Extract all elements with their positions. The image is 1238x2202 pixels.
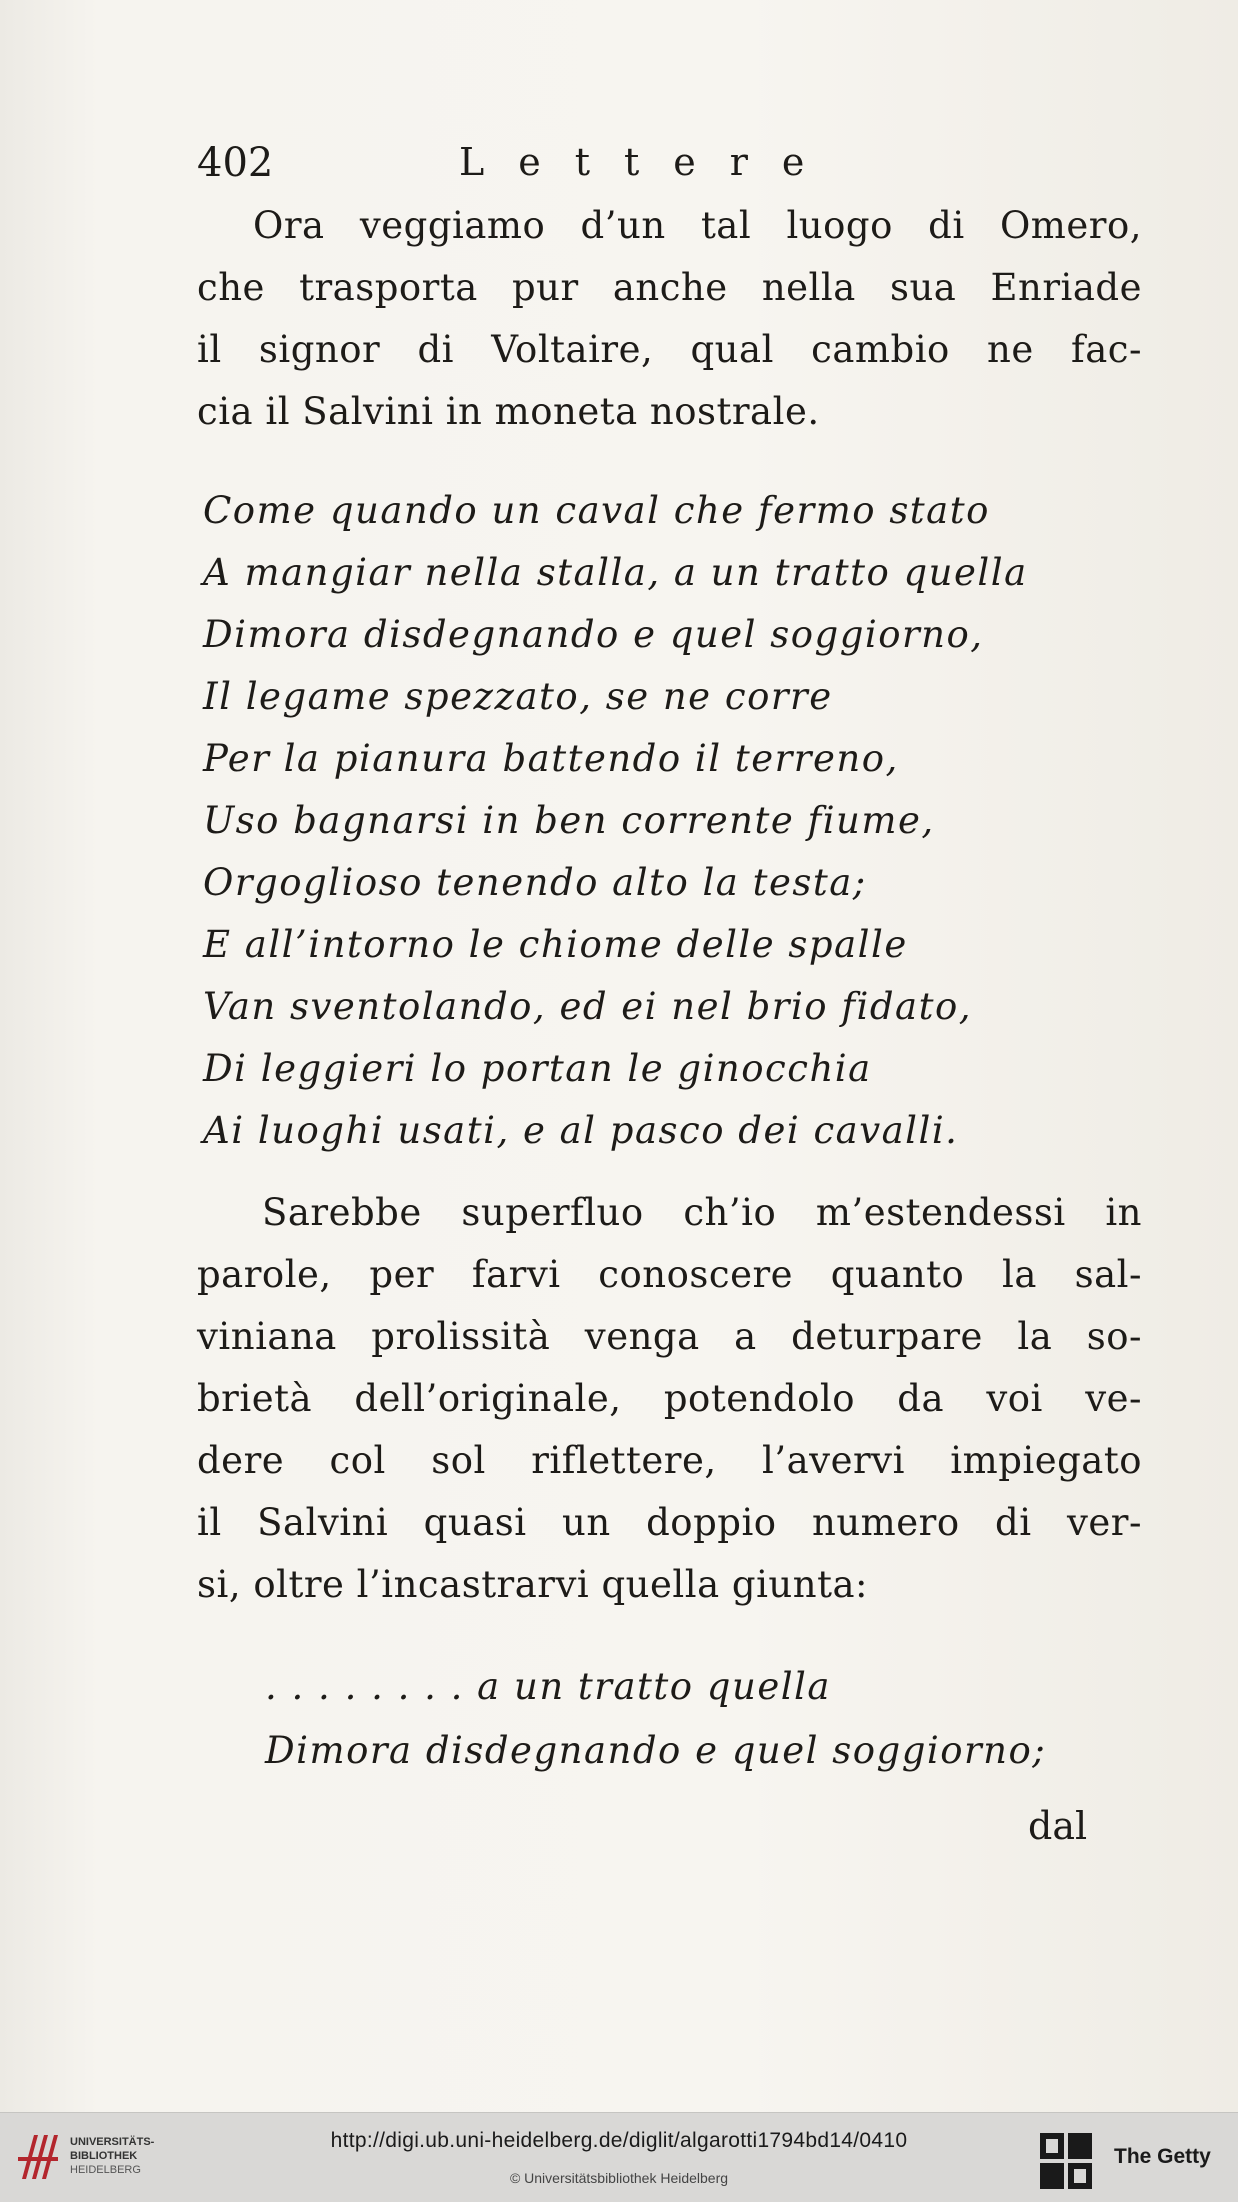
- paragraph-commentary: [197, 1182, 1142, 1616]
- verse-line: Orgoglioso tenendo alto la testa;: [203, 861, 867, 904]
- library-name-line: BIBLIOTHEK: [70, 2150, 138, 2162]
- partner-name[interactable]: The Getty: [1114, 2145, 1211, 2168]
- text-line: il signor di Voltaire, qual cambio ne fac-: [197, 328, 1142, 371]
- text-line: Sarebbe superfluo ch’io m’estendessi in: [262, 1191, 1142, 1234]
- verse-line: Per la pianura battendo il terreno,: [203, 737, 899, 780]
- verse-line: Ai luoghi usati, e al pasco dei cavalli.: [203, 1109, 959, 1152]
- paragraph-intro: [197, 195, 1142, 443]
- getty-logo-icon[interactable]: [1040, 2133, 1092, 2189]
- quote-line: . . . . . . . . a un tratto quella: [265, 1665, 831, 1708]
- text-line: si, oltre l’incastrarvi quella giunta:: [197, 1563, 868, 1606]
- permalink-url[interactable]: http://digi.ub.uni-heidelberg.de/diglit/algarotti1794bd14/0410: [330, 2129, 908, 2152]
- verse-line: Uso bagnarsi in ben corrente fiume,: [203, 799, 935, 842]
- verse-line: E all’intorno le chiome delle spalle: [203, 923, 908, 966]
- verse-line: Di leggieri lo portan le ginocchia: [203, 1047, 872, 1090]
- catchword: dal: [1028, 1804, 1088, 1848]
- text-line: Ora veggiamo d’un tal luogo di Omero,: [253, 204, 1142, 247]
- page-header: [197, 140, 897, 190]
- text-line: che trasporta pur anche nella sua Enriade: [197, 266, 1142, 309]
- verse-line: Il legame spezzato, se ne corre: [203, 675, 833, 718]
- text-line: il Salvini quasi un doppio numero di ver-: [197, 1501, 1142, 1544]
- text-line: brietà dell’originale, potendolo da voi ve-: [197, 1377, 1142, 1420]
- verse-line: Van sventolando, ed ei nel brio fidato,: [203, 985, 973, 1028]
- viewer-footer: [0, 2112, 1238, 2202]
- running-head: Lettere: [459, 140, 839, 184]
- verse-quotation: [203, 480, 1123, 1162]
- library-name-line: HEIDELBERG: [70, 2164, 141, 2176]
- text-line: cia il Salvini in moneta nostrale.: [197, 390, 820, 433]
- verse-line: Dimora disdegnando e quel soggiorno,: [203, 613, 984, 656]
- copyright-notice: © Universitätsbibliothek Heidelberg: [509, 2170, 729, 2186]
- verse-line: A mangiar nella stalla, a un tratto quella: [203, 551, 1028, 594]
- quote-line: Dimora disdegnando e quel soggiorno;: [265, 1729, 1047, 1772]
- verse-line: Come quando un caval che fermo stato: [203, 489, 990, 532]
- inline-quotation: [265, 1655, 1125, 1783]
- text-line: dere col sol riflettere, l’avervi impiegato: [197, 1439, 1142, 1482]
- library-name-line: UNIVERSITÄTS-: [70, 2136, 155, 2148]
- text-line: viniana prolissità venga a deturpare la so-: [197, 1315, 1142, 1358]
- text-line: parole, per farvi conoscere quanto la sal-: [197, 1253, 1142, 1296]
- page-number: 402: [197, 140, 274, 186]
